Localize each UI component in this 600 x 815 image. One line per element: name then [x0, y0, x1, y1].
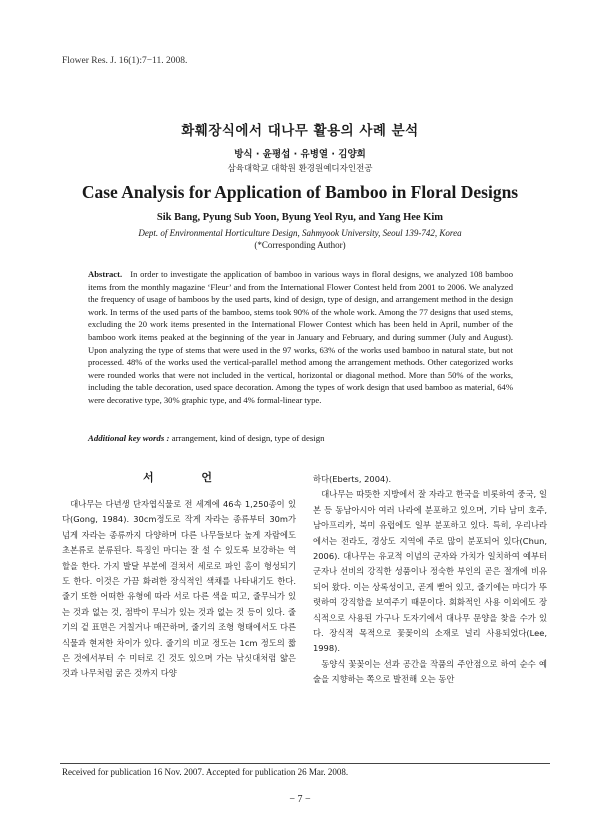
- english-title: Case Analysis for Application of Bamboo in Floral Designs: [81, 182, 519, 202]
- body-paragraph: 하다(Eberts, 2004).: [313, 474, 392, 484]
- english-affiliation: Dept. of Environmental Horticulture Design, Sahmyook University, Seoul 139-742, Korea: [138, 228, 462, 238]
- corresponding-note: (*Corresponding Author): [254, 240, 346, 250]
- keywords-text: arrangement, kind of design, type of design: [171, 433, 325, 443]
- korean-affiliation: 삼육대학교 대학원 환경원예디자인전공: [227, 164, 373, 174]
- english-authors: Sik Bang, Pyung Sub Yoon, Byung Yeol Ryu, and Yang Hee Kim: [156, 212, 444, 223]
- abstract-label: Abstract.: [88, 269, 123, 279]
- keywords: [88, 433, 513, 443]
- korean-title: 화훼장식에서 대나무 활용의 사례 분석: [181, 123, 419, 139]
- footnote-divider: [60, 763, 550, 764]
- received-note: Received for publication 16 Nov. 2007. Accepted for publication 26 Mar. 2008.: [62, 767, 349, 777]
- korean-authors: 방식 · 윤평섭 · 유병열 · 김양희: [234, 149, 366, 160]
- abstract-text: In order to investigate the application of bamboo in various ways in floral designs, we analyzed 108 bamboo items from the monthly magazine ‘Fleur’ and from the International Flower Contest held from 2001 to 2006. We analyzed the frequency of usage of bamboos by the used parts, kind of design, type of design, and arrangement method in the design work. In terms of the used parts of the bamboo, stems took 90% of the whole work. Among the 77 designs that used stems, excluding the 20 work items presented in the International Flower Contest which has been held in April, number of the bamboo work items peaked at the beginning of the year in January and February, and during summer (July and August). Upon analyzing the type of stems that were used in the 97 works, 63% of the works used bamboo in natural state, but not processed. 48% of the works used the vertical-parallel method among the arrangement methods. Other categorized works were rounded works that were not included in the vertical, horizontal or diagonal method. More than 50% of the works, including the table decoration, used space decoration. Among the types of work design that used bamboo as material, 64% were decorative type, 30% graphic type, and 4% formal-linear type.: [88, 269, 513, 405]
- page-number: − 7 −: [289, 794, 311, 805]
- body-paragraph: 동양식 꽃꽂이는 선과 공간을 작품의 주안점으로 하여 순수 예술을 지향하는 쪽으로 발전해 오는 동안: [313, 658, 547, 685]
- left-column: [62, 497, 296, 682]
- body-paragraph: 대나무는 따뜻한 지방에서 잘 자라고 한국을 비롯하여 중국, 일본 등 동남아시아 여러 나라에 분포하고 있으며, 기타 남미 호주, 남아프리카, 북미 유럽에도 일부 분포하고 있다. 특히, 우리나라에서는 전라도, 경상도 지역에 주로 많이 분포되어 있다(Chun, 2006). 대나무는 유교적 이념의 군자와 가치가 일치하여 예부터 군자나 선비의 강직한 성품이나 정숙한 부인의 곧은 절개에 비유되어 왔다. 이는 상록성이고, 곧게 뻗어 있고, 줄기에는 마디가 뚜렷하여 강직함을 보여주기 때문이다. 회화적인 사용 이외에도 장식적으로 사용된 가구나 도자기에서 대나무 문양을 찾을 수가 있다. 장식적 목적으로 꽃꽂이의 소재로 널리 사용되었다(Lee, 1998).: [313, 489, 547, 654]
- journal-reference: Flower Res. J. 16(1):7−11. 2008.: [62, 56, 188, 66]
- section-heading: 서 언: [142, 471, 235, 484]
- keywords-label: Additional key words :: [88, 433, 170, 443]
- right-column: [313, 472, 547, 688]
- abstract: [88, 268, 513, 407]
- body-paragraph: 대나무는 다년생 단자엽식물로 전 세계에 46속 1,250종이 있다(Gong, 1984). 30cm정도로 작게 자라는 종류부터 30m가 넘게 자라는 종류까지 다양하며 다른 나무들보다 높게 자람에도 초본류로 분류된다. 특징인 마디는 잘 설 수 있도록 보강하는 역할을 한다. 가지 발달 부분에 걸쳐서 세로로 파인 홈이 형성되기도 한다. 이것은 가끔 화려한 장식적인 색채를 나타내기도 한다. 줄기 또한 어떠한 유형에 따라 서로 다른 색을 띠고, 줄무늬가 있는 것과 없는 것, 점박이 무늬가 있는 것과 없는 것 등이 있다. 줄기의 겉 표면은 거칠거나 매끈하며, 줄기의 조형 형태에서도 다른 식물과 현저한 차이가 있다. 줄기의 비교 정도는 1cm 정도의 짧은 것에서부터 수 미터로 긴 것도 있으며 가는 낚싯대처럼 얇은 것과 나무처럼 굵은 것까지 다양: [62, 499, 296, 679]
